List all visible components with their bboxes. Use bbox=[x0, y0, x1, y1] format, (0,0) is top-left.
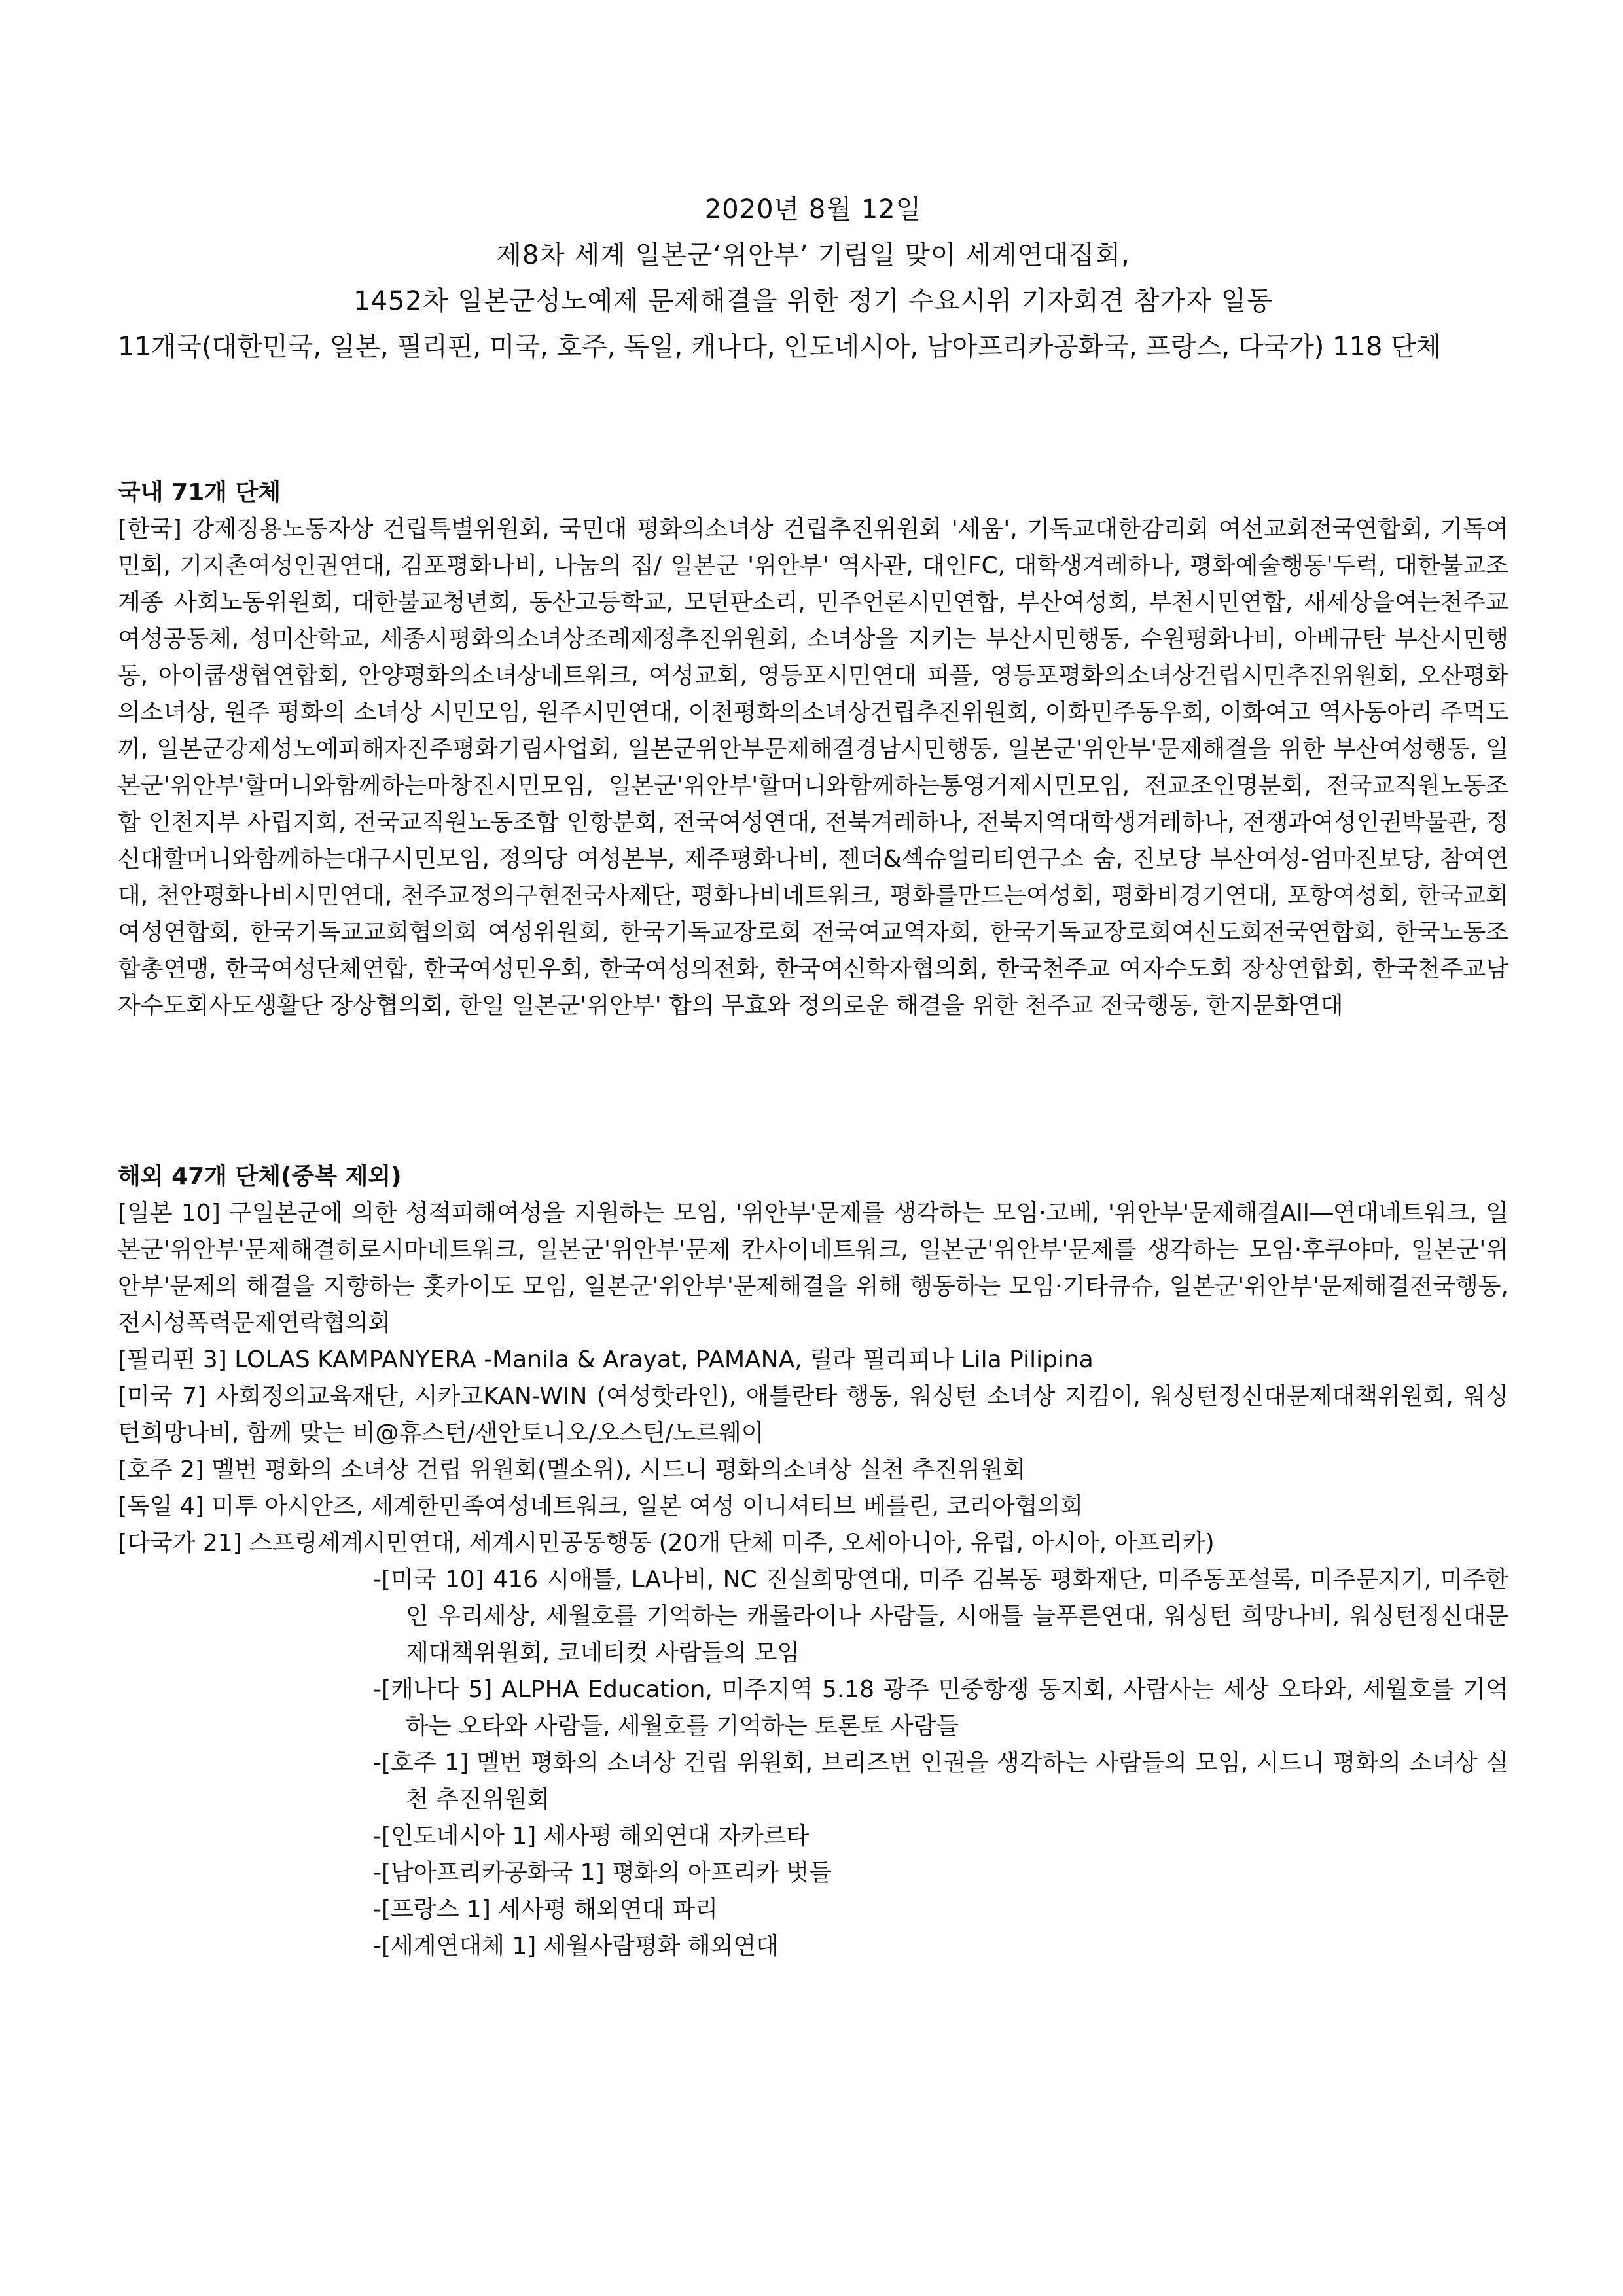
domestic-section-title: 국내 71개 단체 bbox=[118, 479, 281, 506]
sub-entry-usa-text: -[미국 10] 416 시애틀, LA나비, NC 진실희망연대, 미주 김복동 평화재단, 미주동포설록, 미주문지기, 미주한인 우리세상, 세월호를 기억하는 캐롤라이나 사람들, 시애틀 늘푸른연대, 워싱턴 희망나비, 워싱턴정신대문제대책위원회, 코네티컷 사람들의 모임 bbox=[373, 1566, 1508, 1666]
domestic-organizations-list: [한국] 강제징용노동자상 건립특별위원회, 국민대 평화의소녀상 건립추진위원회 '세움', 기독교대한감리회 여선교회전국연합회, 기독여민회, 기지촌여성인권연대, 김포평화나비, 나눔의 집/ 일본군 '위안부' 역사관, 대인FC, 대학생겨레하나, 평화예술행동'두럭, 대한불교조계종 사회노동위원회, 대한불교청년회, 동산고등학교, 모던판소리, 민주언론시민연합, 부산여성회, 부천시민연합, 새세상을여는천주교 여성공동체, 성미산학교, 세종시평화의소녀상조례제정추진위원회, 소녀상을 지키는 부산시민행동, 수원평화나비, 아베규탄 부산시민행동, 아이쿱생협연합회, 안양평화의소녀상네트워크, 여성교회, 영등포시민연대 피플, 영등포평화의소녀상건립시민추진위원회, 오산평화의소녀상, 원주 평화의 소녀상 시민모임, 원주시민연대, 이천평화의소녀상건립추진위원회, 이화민주동우회, 이화여고 역사동아리 주먹도끼, 일본군강제성노예피해자진주평화기림사업회, 일본군위안부문제해결경남시민행동, 일본군'위안부'문제해결을 위한 부산여성행동, 일본군'위안부'할머니와함께하는마창진시민모임, 일본군'위안부'할머니와함께하는통영거제시민모임, 전교조인명분회, 전국교직원노동조합 인천지부 사립지회, 전국교직원노동조합 인항분회, 전국여성연대, 전북겨레하나, 전북지역대학생겨레하나, 전쟁과여성인권박물관, 정신대할머니와함께하는대구시민모임, 정의당 여성본부, 제주평화나비, 젠더&섹슈얼리티연구소 숨, 진보당 부산여성-엄마진보당, 참여연대, 천안평화나비시민연대, 천주교정의구현전국사제단, 평화나비네트워크, 평화를만드는여성회, 평화비경기연대, 포항여성회, 한국교회여성연합회, 한국기독교교회협의회 여성위원회, 한국기독교장로회 전국여교역자회, 한국기독교장로회여신도회전국연합회, 한국노동조합총연맹, 한국여성단체연합, 한국여성민우회, 한국여성의전화, 한국여신학자협의회, 한국천주교 여자수도회 장상연합회, 한국천주교남자수도회사도생활단 장상협의회, 한일 일본군'위안부' 합의 무효와 정의로운 해결을 위한 천주교 전국행동, 한지문화연대 bbox=[118, 516, 1508, 1019]
multinational-sub-list bbox=[118, 1562, 1508, 1965]
sub-entry-canada-text: -[캐나다 5] ALPHA Education, 미주지역 5.18 광주 민중항쟁 동지회, 사람사는 세상 오타와, 세월호를 기억하는 오타와 사람들, 세월호를 기억하는 토론토 사람들 bbox=[373, 1676, 1508, 1740]
overseas-section bbox=[118, 1158, 1508, 1965]
overseas-entry-japan: [일본 10] 구일본군에 의한 성적피해여성을 지원하는 모임, '위안부'문제를 생각하는 모임·고베, '위안부'문제해결All―연대네트워크, 일본군'위안부'문제해결히로시마네트워크, 일본군'위안부'문제 칸사이네트워크, 일본군'위안부'문제를 생각하는 모임·후쿠야마, 일본군'위안부'문제의 해결을 지향하는 홋카이도 모임, 일본군'위안부'문제해결을 위해 행동하는 모임·기타큐슈, 일본군'위안부'문제해결전국행동, 전시성폭력문제연락협의회 bbox=[118, 1200, 1508, 1336]
overseas-entry-usa: [미국 7] 사회정의교육재단, 시카고KAN-WIN (여성핫라인), 애틀란타 행동, 워싱턴 소녀상 지킴이, 워싱턴정신대문제대책위원회, 워싱턴희망나비, 함께 맞는 비@휴스턴/샌안토니오/오스틴/노르웨이 bbox=[118, 1383, 1508, 1446]
domestic-section bbox=[118, 475, 1508, 1024]
participants-summary: 11개국(대한민국, 일본, 필리핀, 미국, 호주, 독일, 캐나다, 인도네시아, 남아프리카공화국, 프랑스, 다국가) 118 단체 bbox=[118, 332, 1442, 362]
sub-entry-global bbox=[118, 1928, 1508, 1965]
protest-title-line: 1452차 일본군성노예제 문제해결을 위한 정기 수요시위 기자회견 참가자 일동 bbox=[353, 286, 1273, 316]
sub-entry-indonesia bbox=[118, 1818, 1508, 1855]
overseas-entry-philippines: [필리핀 3] LOLAS KAMPANYERA -Manila & Arayat, PAMANA, 릴라 필리피나 Lila Pilipina bbox=[118, 1346, 1094, 1373]
sub-entry-indonesia-text: -[인도네시아 1] 세사평 해외연대 자카르타 bbox=[373, 1823, 810, 1850]
document-header bbox=[118, 187, 1508, 370]
overseas-section-title: 해외 47개 단체(중복 제외) bbox=[118, 1163, 402, 1190]
sub-entry-canada bbox=[118, 1672, 1508, 1745]
sub-entry-south-africa-text: -[남아프리카공화국 1] 평화의 아프리카 벗들 bbox=[373, 1859, 832, 1886]
overseas-entry-australia: [호주 2] 멜번 평화의 소녀상 건립 위원회(멜소위), 시드니 평화의소녀상 실천 추진위원회 bbox=[118, 1456, 1026, 1483]
overseas-entry-germany: [독일 4] 미투 아시안즈, 세계한민족여성네트워크, 일본 여성 이니셔티브 베를린, 코리아협의회 bbox=[118, 1493, 1084, 1520]
sub-entry-australia bbox=[118, 1745, 1508, 1818]
date-line: 2020년 8월 12일 bbox=[704, 194, 922, 224]
sub-entry-usa bbox=[118, 1562, 1508, 1672]
overseas-entry-multinational: [다국가 21] 스프링세계시민연대, 세계시민공동행동 (20개 단체 미주, 오세아니아, 유럽, 아시아, 아프리카) bbox=[118, 1530, 1215, 1556]
sub-entry-global-text: -[세계연대체 1] 세월사람평화 해외연대 bbox=[373, 1933, 779, 1960]
sub-entry-south-africa bbox=[118, 1855, 1508, 1892]
sub-entry-france-text: -[프랑스 1] 세사평 해외연대 파리 bbox=[373, 1896, 719, 1923]
sub-entry-australia-text: -[호주 1] 멜번 평화의 소녀상 건립 위원회, 브리즈번 인권을 생각하는 사람들의 모임, 시드니 평화의 소녀상 실천 추진위원회 bbox=[373, 1749, 1508, 1813]
event-title-line: 제8차 세계 일본군‘위안부’ 기림일 맞이 세계연대집회, bbox=[496, 240, 1130, 270]
sub-entry-france bbox=[118, 1892, 1508, 1928]
